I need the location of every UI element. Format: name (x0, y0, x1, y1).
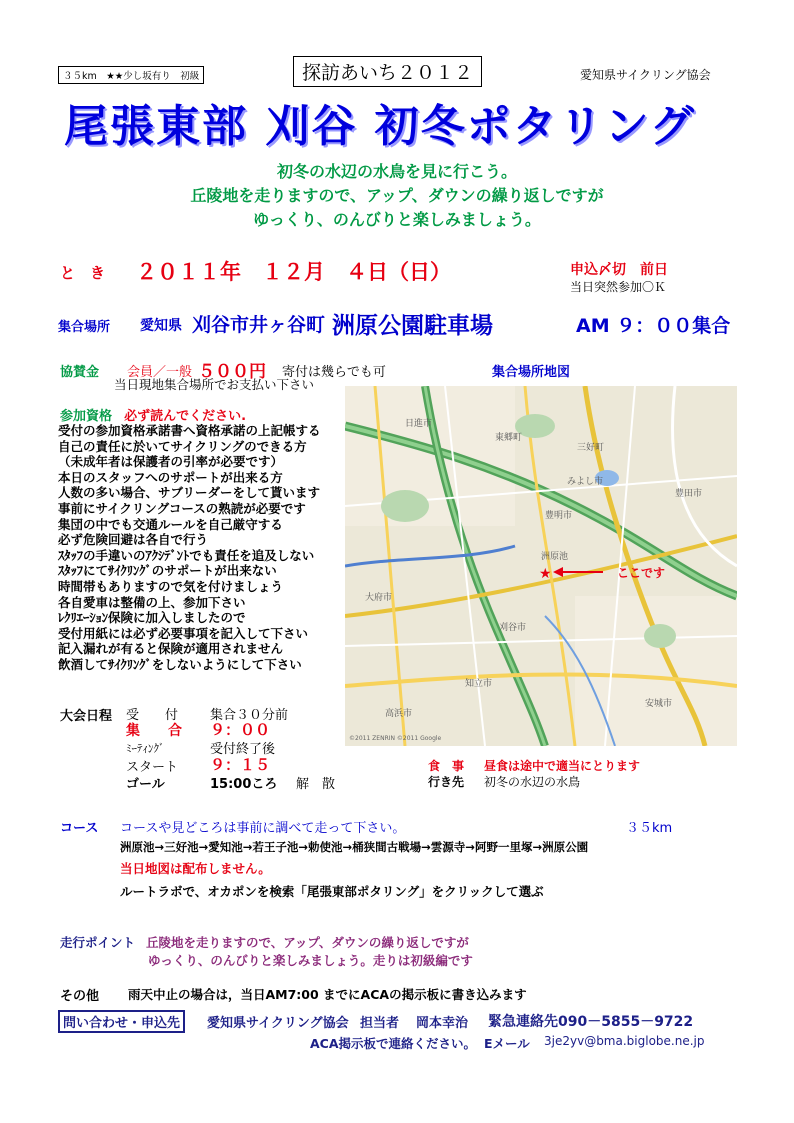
schedule-label: 大会日程 (60, 709, 113, 724)
meeting-time: AM ９：００集合 (576, 315, 731, 337)
list-item: 飲酒してｻｲｸﾘﾝｸﾞをしないようにして下さい (58, 656, 302, 672)
other-text: 雨天中止の場合は，当日AM7:00 までにACAの掲示板に書き込みます (128, 987, 527, 1002)
same-day-ok: 当日突然参加〇Ｋ (570, 280, 667, 294)
list-item: （未成年者は保護者の引率が必要です） (58, 454, 284, 470)
routelab-note: ルートラボで、オカポンを検索「尾張東部ポタリング」をクリックして選ぶ (120, 884, 544, 899)
list-item: 集団の中でも交通ルールを自己厳守する (58, 516, 283, 532)
list-item: 各自愛車は整備の上、参加下さい (58, 594, 246, 610)
start-key: スタート (126, 760, 179, 775)
points-label: 走行ポイント (60, 935, 136, 950)
contact-org: 愛知県サイクリング協会 (207, 1016, 349, 1031)
list-item: 時間帯もありますので気を付けましょう (58, 578, 284, 594)
qualification-heading (60, 405, 246, 424)
points-line2: ゆっくり、のんびりと楽しみましょう。走りは初級編です (148, 953, 473, 968)
map-label-takahama: 高浜市 (385, 709, 413, 719)
map-label-miyoshicho: 三好町 (577, 443, 605, 453)
map-graphic (345, 386, 737, 746)
map-label-kariya: 刈谷市 (499, 623, 527, 633)
star-marker-icon: ★ (539, 566, 552, 582)
event-date: ２０１１年 １２月 ４日（日） (136, 260, 451, 284)
list-item: ｽﾀｯﾌにてｻｲｸﾘﾝｸﾞのサポートが出来ない (58, 563, 277, 579)
contact-role: 担当者 (360, 1016, 400, 1031)
destination-label: 行き先 (428, 775, 465, 789)
here-label: ここです (617, 566, 666, 580)
qualification-label: 参加資格 (60, 409, 113, 424)
list-item: 受付の参加資格承諾書へ資格承諾の上記帳する (58, 423, 321, 438)
list-item: 人数の多い場合、サブリーダーをして貰います (58, 485, 321, 501)
destination: 初冬の水辺の水鳥 (484, 775, 581, 789)
list-item: ﾚｸﾘｴｰｼｮﾝ保険に加入しましたので (58, 610, 246, 626)
qualification-must: 必ず読んでください. (124, 409, 247, 424)
reception-value: 集合３０分前 (210, 708, 289, 723)
contact-emergency: 緊急連絡先090－5855－9722 (488, 1014, 694, 1030)
contact-name: 岡本幸治 (416, 1016, 469, 1031)
course-route: 洲原池→三好池→愛知池→若王子池→勅使池→桶狭間古戦場→雲源寺→阿野一里塚→洲原公園 (120, 840, 589, 854)
meeting-value: 受付終了後 (210, 742, 276, 757)
course-label: コース (60, 821, 99, 836)
points-line1: 丘陵地を走りますので、アップ、ダウンの繰り返しですが (146, 935, 469, 950)
map-label-chiryu: 知立市 (465, 679, 493, 689)
map-label-anjo: 安城市 (645, 699, 673, 709)
date-label: と き (60, 264, 106, 282)
contact-aca: ACA掲示板で連絡ください。 (310, 1036, 477, 1051)
list-item: 必ず危険回避は各自で行う (58, 532, 209, 548)
reception-key: 受 付 (126, 708, 179, 723)
organizer: 愛知県サイクリング協会 (580, 68, 711, 82)
meal-note: 昼食は途中で適当にとります (484, 759, 641, 773)
payment-note: 当日現地集合場所でお支払い下さい (114, 377, 315, 392)
list-item: 自己の責任に於いてサイクリングのできる方 (58, 438, 307, 454)
meeting-label: 集合場所 (58, 320, 111, 335)
map-label-togo: 東郷町 (495, 433, 523, 443)
course-info-label: ３５km ★★少し坂有り 初級 (58, 66, 204, 84)
map-label-obu: 大府市 (365, 593, 393, 603)
list-item: ｽﾀｯﾌの手違いのｱｸｼﾃﾞﾝﾄでも責任を追及しない (58, 547, 315, 563)
list-item: 事前にサイクリングコースの熟読が必要です (58, 500, 306, 516)
map-label-nisshin: 日進市 (405, 419, 433, 429)
map-copyright: ©2011 ZENRIN ©2011 Google (349, 735, 442, 742)
fee-amount: ５００円 (198, 362, 266, 382)
map-label-toyota: 豊田市 (675, 489, 703, 499)
list-item: 本日のスタッフへのサポートが出来る方 (58, 469, 283, 485)
other-label: その他 (60, 989, 100, 1004)
assembly-value: ９：００ (210, 721, 271, 739)
page-title: 尾張東部 刈谷 初冬ポタリング (64, 101, 696, 152)
map-label-toyoake: 豊明市 (545, 511, 573, 521)
fee-label: 協賛金 (60, 365, 100, 380)
course-distance: ３５km (626, 821, 673, 836)
assembly-key: 集 合 (126, 723, 182, 739)
donation-note: 寄付は幾らでも可 (282, 365, 386, 380)
list-item: 受付用紙には必ず必要事項を記入して下さい (58, 625, 309, 641)
start-value: ９：１５ (210, 756, 271, 774)
contact-label: 問い合わせ・申込先 (58, 1010, 185, 1033)
meeting-place: 洲原公園駐車場 (332, 313, 493, 339)
meeting-city: 刈谷市井ヶ谷町 (192, 314, 326, 336)
dismissal: 解 散 (296, 777, 336, 792)
meeting-map[interactable] (345, 386, 737, 746)
fee-type: 会員／一般 (127, 365, 193, 380)
map-label-miyoshi: みよし市 (567, 477, 604, 487)
meeting-key: ﾐｰﾃｨﾝｸﾞ (126, 742, 165, 755)
contact-email-label: Eメール (484, 1036, 530, 1051)
course-note: コースや見どころは事前に調べて走って下さい。 (120, 821, 406, 836)
no-map-note: 当日地図は配布しません。 (120, 861, 271, 876)
meeting-pref: 愛知県 (140, 318, 182, 334)
qualification-list (58, 423, 321, 673)
list-item: 記入漏れが有ると保険が適用されません (58, 641, 284, 657)
goal-value: 15:00ころ (210, 777, 278, 792)
goal-key: ゴール (126, 777, 165, 792)
contact-email[interactable]: 3je2yv@bma.biglobe.ne.jp (544, 1034, 705, 1048)
meal-label: 食 事 (428, 759, 465, 773)
series-title: 探訪あいち２０１２ (293, 56, 482, 87)
lead-text: 初冬の水辺の水鳥を見に行こう。 丘陵地を走りますので、アップ、ダウンの繰り返しですが ゆっくり、のんびりと楽しみましょう。 (190, 162, 604, 229)
deadline: 申込〆切 前日 (570, 262, 668, 278)
map-title: 集合場所地図 (492, 365, 571, 380)
map-label-suhara: 洲原池 (541, 552, 569, 562)
